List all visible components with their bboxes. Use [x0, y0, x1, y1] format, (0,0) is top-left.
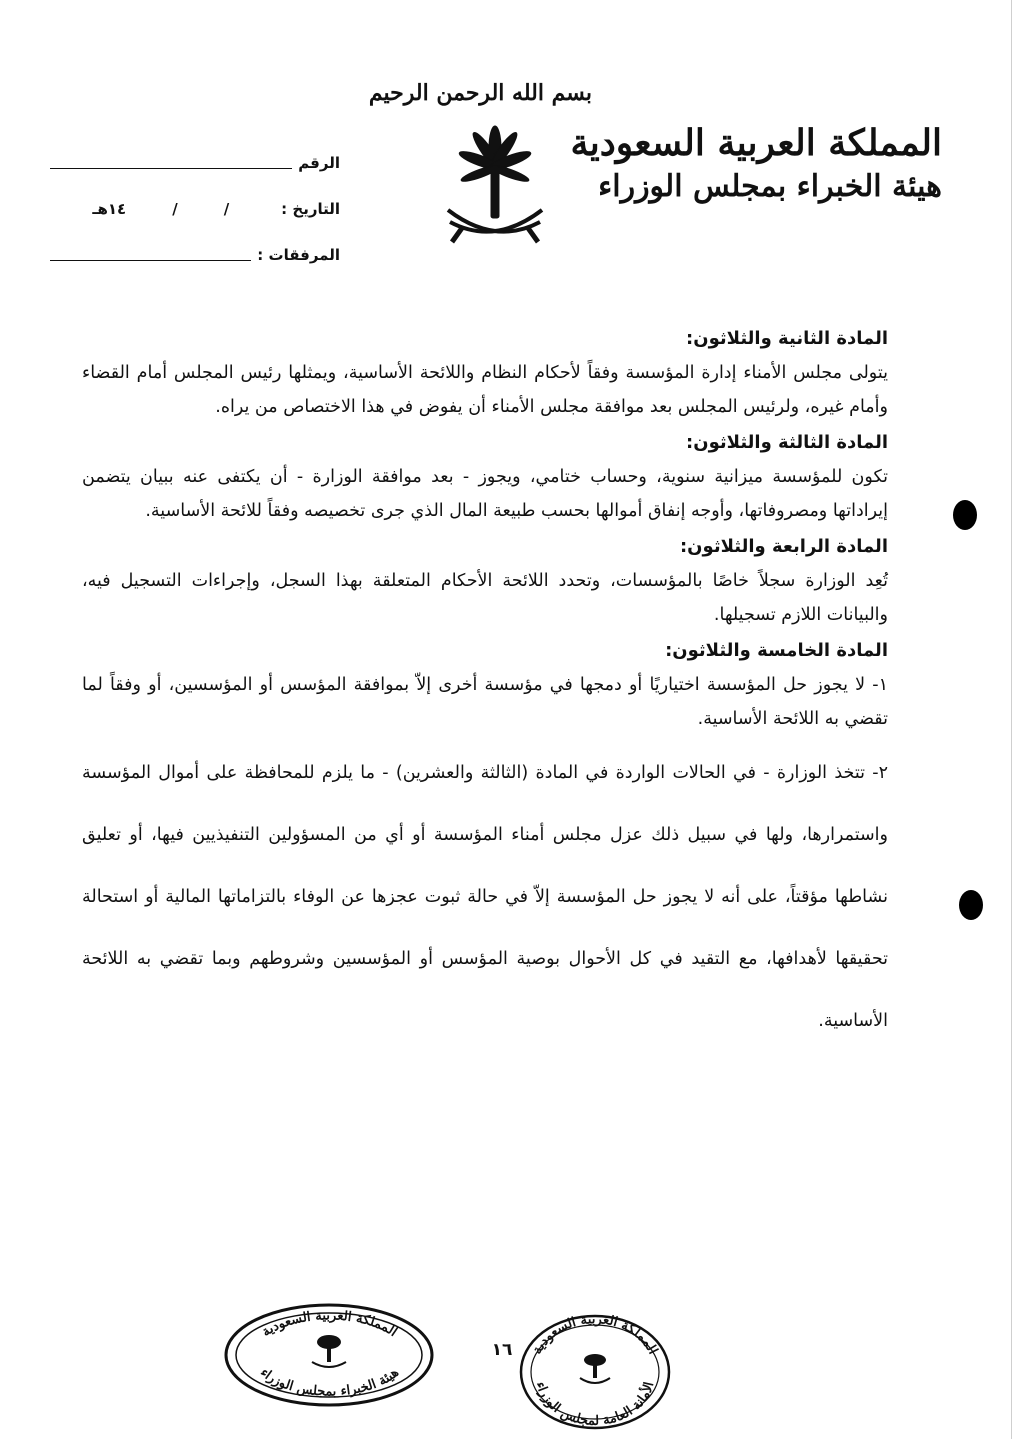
date-year-suffix: ١٤هـ [92, 200, 127, 218]
reference-fields [50, 140, 340, 278]
punch-hole-mark [953, 500, 977, 530]
seal-emblem-icon [580, 1354, 610, 1383]
reference-number-row [50, 140, 340, 186]
article-title: المادة الثانية والثلاثون: [686, 328, 888, 349]
article-text: تُعِد الوزارة سجلاً خاصًا بالمؤسسات، وتحدد اللائحة الأحكام المتعلقة بهذا السجل، وإجراءات التسجيل فيه، والبيانات اللازم تسجيلها. [82, 571, 888, 625]
article-title: المادة الخامسة والثلاثون: [665, 640, 888, 661]
article-title: المادة الرابعة والثلاثون: [679, 536, 888, 557]
general-secretariat-seal [518, 1310, 673, 1430]
authority-title: هيئة الخبراء بمجلس الوزراء [598, 169, 942, 204]
seal-top-text: المملكة العربية السعودية [259, 1308, 400, 1340]
article-clause: ٢- تتخذ الوزارة - في الحالات الواردة في المادة (الثالثة والعشرين) - ما يلزم للمحافظة على أموال المؤسسة واستمرارها، ولها في سبيل ذلك عزل مجلس أمناء المؤسسة أو أي من المسؤولين التنفيذيين فيها، أو تعليق نشاطها مؤقتاً، على أنه لا يجوز حل المؤسسة إلاّ في حالة ثبوت عجزها عن الوفاء بالتزاماتها المالية أو استحالة تحقيقها لأهدافها، مع التقيد في كل الأحوال بوصية المؤسس أو المؤسسين وشروطهم وبما تقضي به اللائحة الأساسية. [82, 763, 888, 1031]
seal-top-text: المملكة العربية السعودية [529, 1312, 661, 1357]
reference-line [50, 158, 292, 169]
attachments-row [50, 232, 340, 278]
article-text: تكون للمؤسسة ميزانية سنوية، وحساب ختامي، ويجوز - بعد موافقة الوزارة - أن يكتفى عنه ببيان يتضمن إيراداتها ومصروفاتها، وأوجه إنفاق أموالها بحسب طبيعة المال الذي جرى تخصيصه وفقاً للائحة الأساسية. [82, 467, 888, 521]
attachments-label: المرفقات : [257, 246, 340, 264]
seal-bottom-text: الأمانة العامة لمجلس الوزراء [532, 1380, 658, 1429]
reference-label: الرقم [298, 154, 340, 172]
punch-hole-mark [959, 890, 983, 920]
article-clause: ١- لا يجوز حل المؤسسة اختياريًا أو دمجها في مؤسسة أخرى إلاّ بموافقة المؤسس أو المؤسسين، أو وفقاً لما تقضي به اللائحة الأساسية. [82, 675, 888, 729]
page-number: ١٦ [491, 1340, 513, 1360]
attachments-line [50, 250, 251, 261]
date-label: التاريخ : [281, 200, 340, 218]
seal-emblem-icon [312, 1335, 346, 1367]
date-slots [92, 200, 229, 218]
date-row [50, 186, 340, 232]
saudi-emblem-icon [440, 118, 550, 268]
date-slash: / [223, 200, 230, 218]
seal-bottom-text: هيئة الخبراء بمجلس الوزراء [257, 1365, 402, 1400]
authority-seal [222, 1300, 437, 1410]
kingdom-title: المملكة العربية السعودية [570, 122, 942, 164]
page-edge [1011, 0, 1012, 1439]
document-body [82, 320, 888, 1052]
date-slash: / [172, 200, 178, 218]
basmala: بسم الله الرحمن الرحيم [368, 80, 592, 106]
letterhead [570, 120, 942, 208]
article-title: المادة الثالثة والثلاثون: [686, 432, 888, 453]
article-text: يتولى مجلس الأمناء إدارة المؤسسة وفقاً لأحكام النظام واللائحة الأساسية، ويمثلها رئيس المجلس أمام القضاء وأمام غيره، ولرئيس المجلس بعد موافقة مجلس الأمناء أن يفوض في هذا الاختصاص من يراه. [82, 363, 888, 417]
